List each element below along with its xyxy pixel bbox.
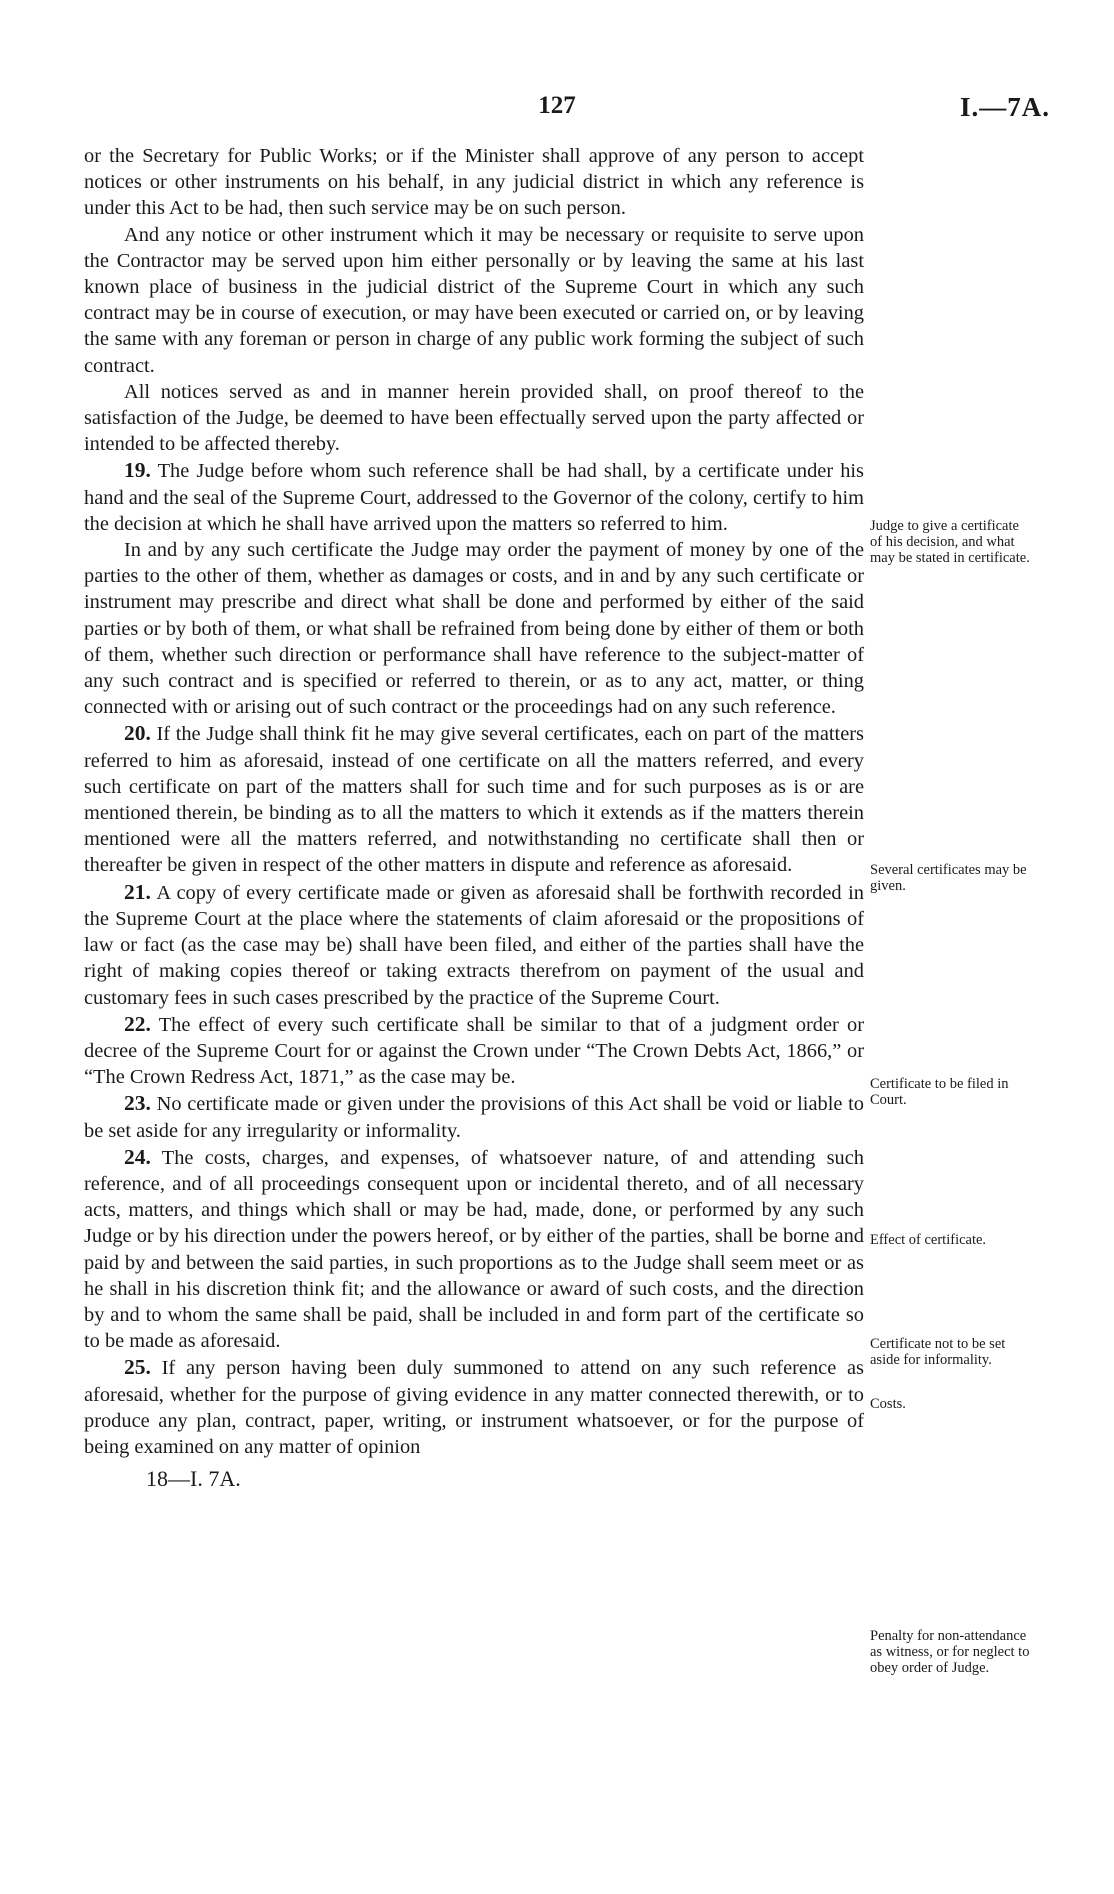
margin-note-25: Penalty for non-attendance as witness, or for neglect to obey order of Judge.: [870, 1628, 1030, 1676]
page-number: 127: [538, 92, 576, 119]
margin-note-19: Judge to give a certificate of his decision, and what may be stated in certificate.: [870, 518, 1030, 566]
section-number: 19.: [124, 458, 151, 483]
section-25: 25. If any person having been duly summoned to attend on any such reference as aforesaid, whether for the purpose of giving evidence in any matter connected therewith, or to produce any plan, contract, paper, writing, or instrument whatsoever, or for the purpose of being examined on any matter of opinion: [84, 1355, 864, 1458]
paragraph: All notices served as and in manner herein provided shall, on proof thereof to the satisfaction of the Judge, be deemed to have been effectually served upon the party affected or intended to be affected thereby.: [84, 380, 864, 456]
section-number: 25.: [124, 1355, 151, 1380]
section-20: 20. If the Judge shall think fit he may give several certificates, each on part of the matters referred to him as aforesaid, instead of one certificate on all the matters referred, and every such certificate on part of the matters shall for such time and for such purposes as is or are mentioned therein, be binding as to all the matters to which it extends as if the matters therein mentioned were all the matters referred, and notwithstanding no certificate shall then or thereafter be given in respect of the other matters in dispute and reference as aforesaid.: [84, 721, 864, 877]
section-24: 24. The costs, charges, and expenses, of whatsoever nature, of and attending such reference, and of all proceedings consequent upon or incidental thereto, and of all necessary acts, matters, and things which shall or may be had, made, done, or performed by any such Judge or by his direction under the powers hereof, or by either of the parties, shall be borne and paid by and between the said parties, in such proportions as to the Judge shall seem meet or as he shall in his discretion think fit; and the allowance or award of such costs, and the direction by and to whom the same shall be paid, shall be included in and form part of the certificate so to be made as aforesaid.: [84, 1144, 864, 1353]
page-reference: I.—7A.: [960, 92, 1051, 122]
paragraph: And any notice or other instrument which it may be necessary or requisite to serve upon the Contractor may be served upon him either personally or by leaving the same at his last known place of business in the judicial district of the Supreme Court in which any such contract may be in course of execution, or may have been executed or carried on, or by leaving the same with any foreman or person in charge of any public work forming the subject of such contract.: [84, 223, 864, 377]
paragraph: or the Secretary for Public Works; or if the Minister shall approve of any person to accept notices or other instruments on his behalf, in any judicial district in which any reference is under this Act to be had, then such service may be on such person.: [84, 145, 864, 220]
footer-signature: 18—I. 7A.: [146, 1466, 241, 1492]
margin-note-21: Certificate to be filed in Court.: [870, 1076, 1009, 1108]
section-23: 23. No certificate made or given under the provisions of this Act shall be void or liable to be set aside for any irregularity or informality.: [84, 1091, 864, 1142]
section-21: 21. A copy of every certificate made or given as aforesaid shall be forthwith recorded in the Supreme Court at the place where the statements of claim aforesaid or the propositions of law or fact (as the case may be) shall have been filed, and either of the parties shall have the right of making copies thereof or taking extracts therefrom on payment of the usual and customary fees in such cases prescribed by the practice of the Supreme Court.: [84, 879, 864, 1009]
section-number: 24.: [124, 1144, 151, 1169]
section-22: 22. The effect of every such certificate shall be similar to that of a judgment order or decree of the Supreme Court for or against the Crown under “The Crown Debts Act, 1866,” or “The Crown Redress Act, 1871,” as the case may be.: [84, 1011, 864, 1089]
section-number: 21.: [124, 879, 151, 904]
section-number: 23.: [124, 1091, 151, 1116]
body-text: [84, 143, 864, 1492]
section-number: 20.: [124, 721, 151, 746]
margin-note-20: Several certificates may be given.: [870, 862, 1027, 894]
section-19: 19. The Judge before whom such reference shall be had shall, by a certificate under his hand and the seal of the Supreme Court, addressed to the Governor of the colony, certify to him the decision at which he shall have arrived upon the matters so referred to him.: [84, 458, 864, 535]
paragraph: In and by any such certificate the Judge may order the payment of money by one of the parties to the other of them, whether as damages or costs, and in and by any such certificate or instrument may prescribe and direct what shall be done and performed by either of the said parties or by both of them, or what shall be refrained from being done by either of them or both of them, whether such direction or performance shall have reference to the subject-matter of any such contract and is specified or referred to therein, or as to any act, matter, or thing connected with or arising out of such contract or the proceedings had on any such reference.: [84, 539, 864, 719]
section-number: 22.: [124, 1011, 151, 1036]
margin-note-23: Certificate not to be set aside for informality.: [870, 1336, 1006, 1368]
margin-note-22: Effect of certificate.: [870, 1232, 987, 1248]
margin-note-24: Costs.: [870, 1396, 906, 1412]
